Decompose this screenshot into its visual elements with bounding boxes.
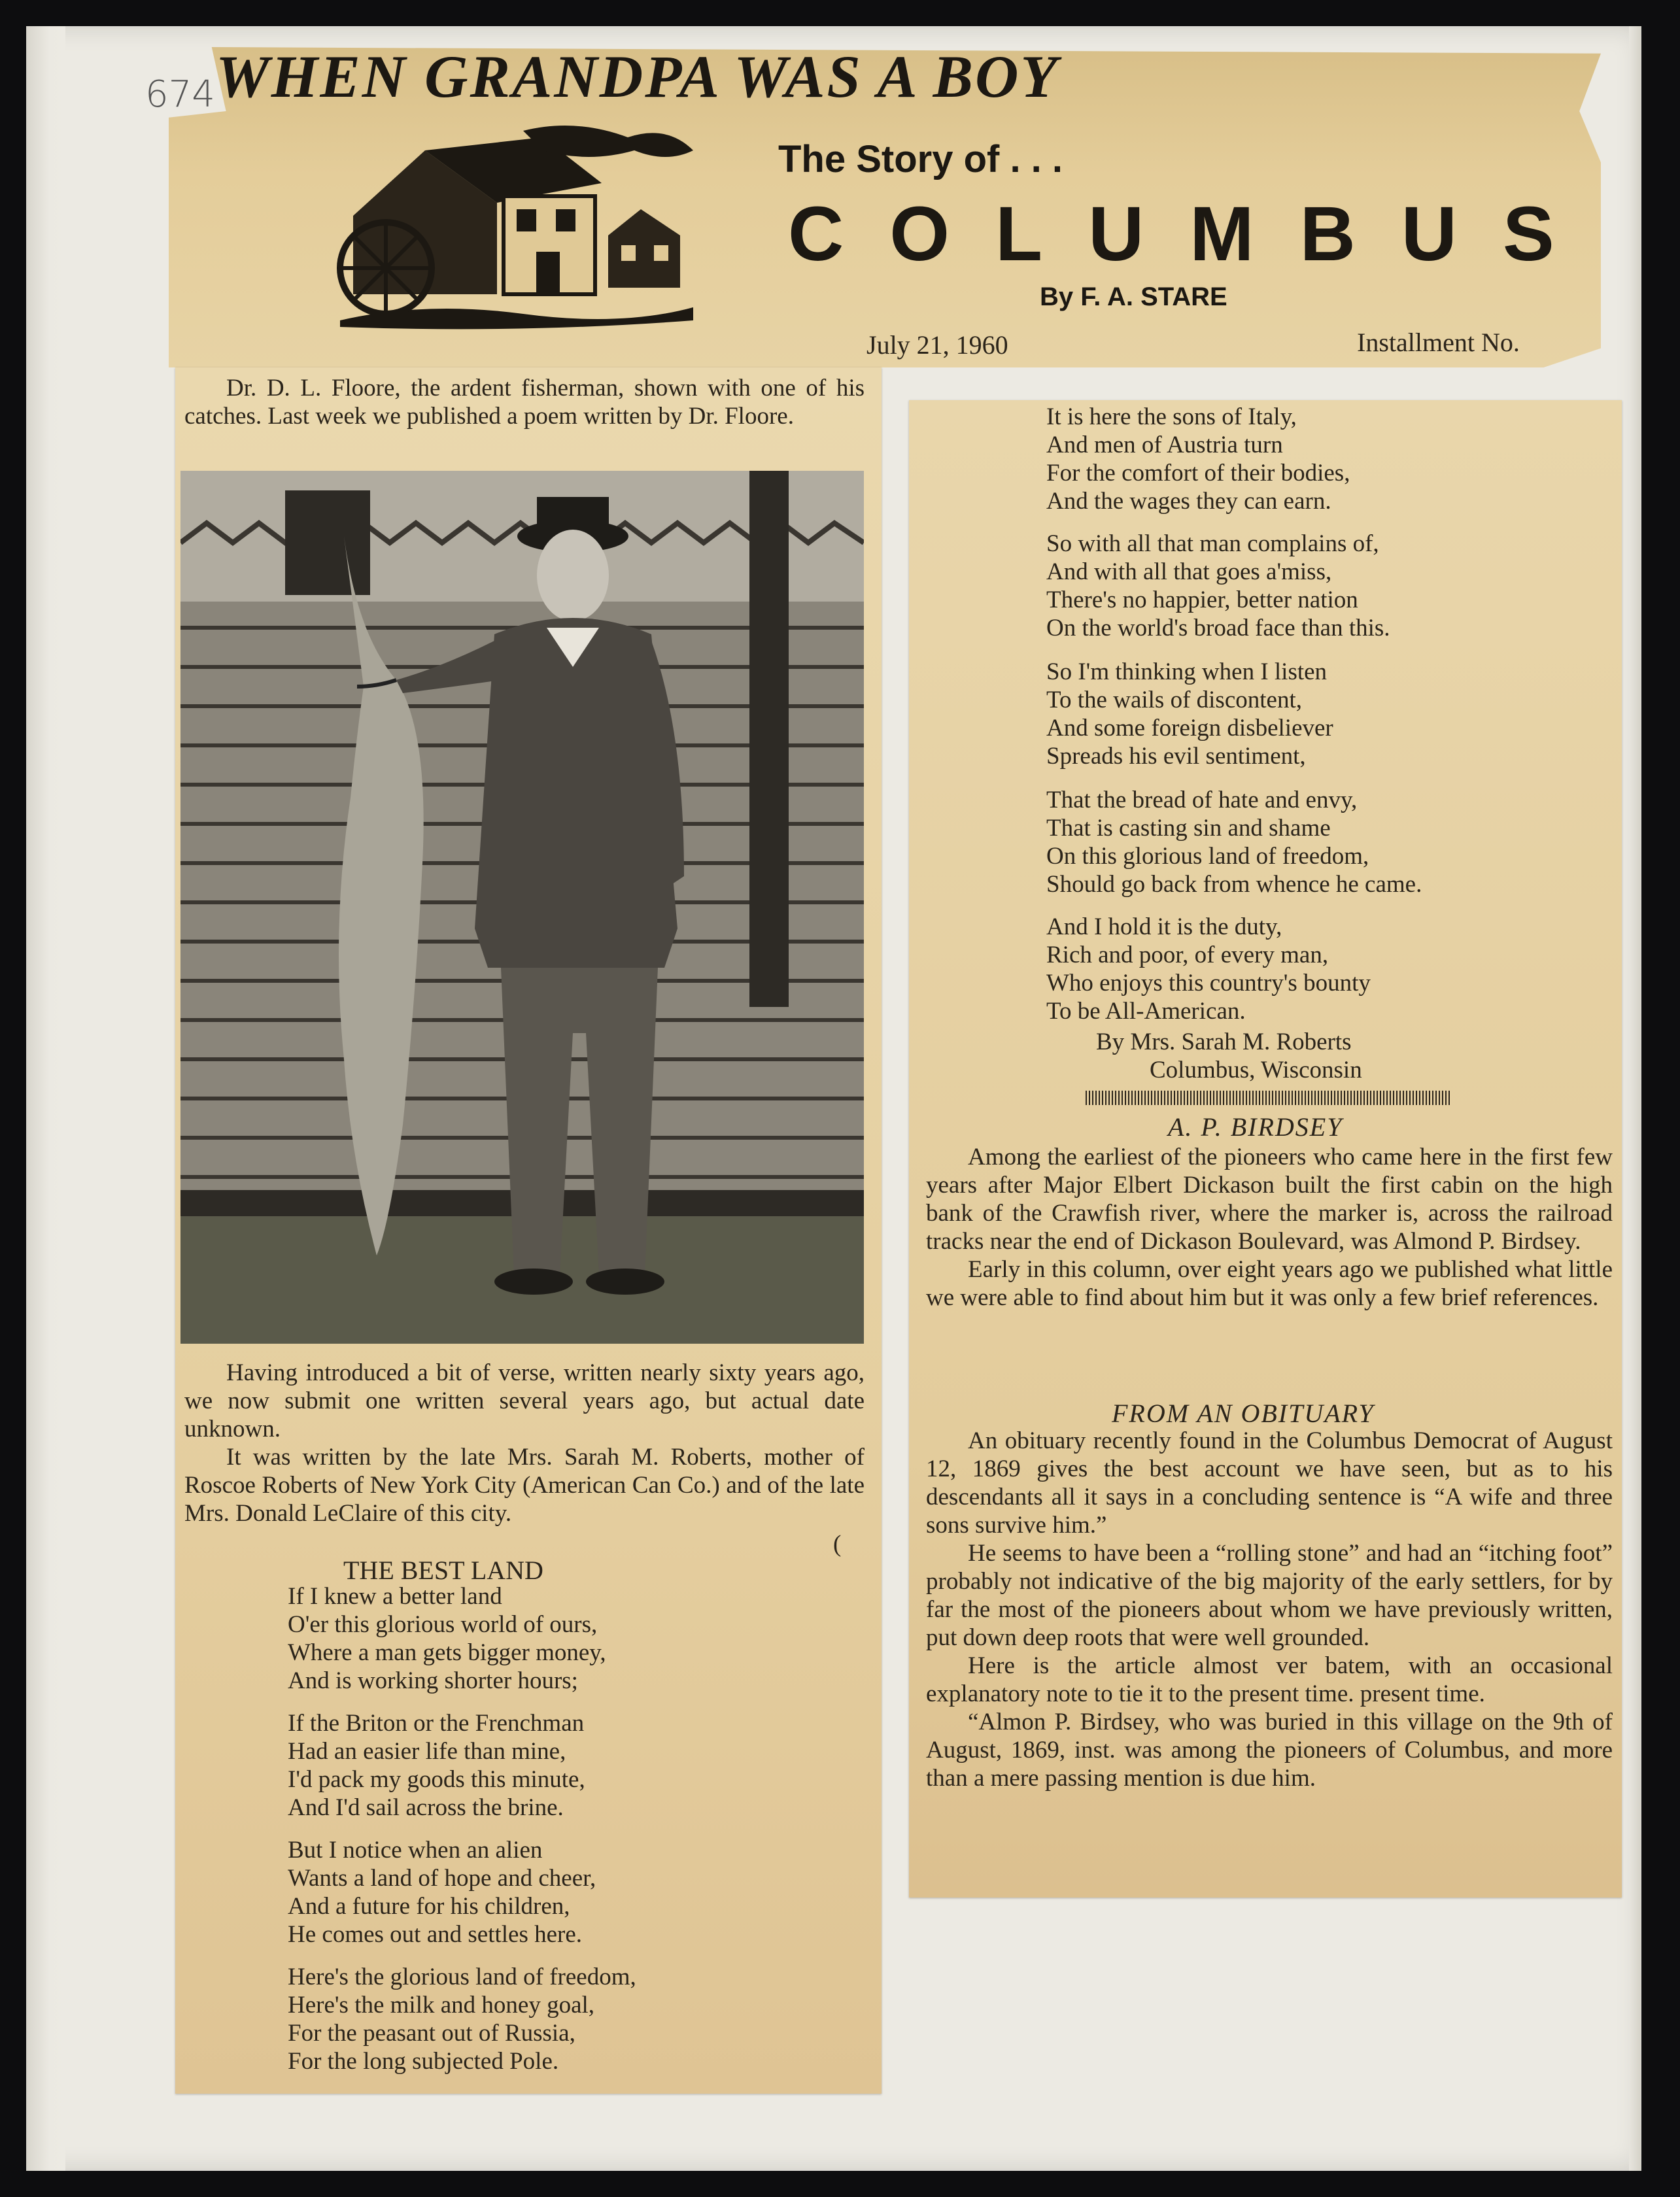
article-paragraph: He seems to have been a “rolling stone” and had an “itching foot” probably not indicative of the big majority of the early settlers, for by far the most of the pioneers about whom we have previously written, put down deep roots that were well grounded. xyxy=(926,1540,1613,1651)
poem-stanza: But I notice when an alien Wants a land of hope and cheer, And a future for his children, He comes out and settles here. xyxy=(288,1837,596,1948)
article-paragraph: Early in this column, over eight years ago we published what little we were able to find about him but it was only a few brief references. xyxy=(926,1256,1613,1311)
article-paragraph: An obituary recently found in the Columbus Democrat of August 12, 1869 gives the best account we have seen, but as to his descendants all it says in a concluding sentence is “A wife and three sons survive him.” xyxy=(926,1427,1613,1539)
city-title: COLUMBUS xyxy=(788,191,1600,277)
poem-title: THE BEST LAND xyxy=(343,1556,543,1585)
heading-obituary: FROM AN OBITUARY xyxy=(1112,1399,1375,1428)
series-title: WHEN GRANDPA WAS A BOY xyxy=(216,43,1059,110)
article-paragraph: Here is the article almost ver batem, with an occasional explanatory note to tie it to the present time. present time. xyxy=(926,1652,1613,1707)
poem-author-place: Columbus, Wisconsin xyxy=(1150,1057,1362,1083)
byline: By F. A. STARE xyxy=(1040,282,1227,311)
page-binding-edge xyxy=(26,26,65,2171)
photo-caption: Dr. D. L. Floore, the ardent fisherman, shown with one of his catches. Last week we published a poem written by Dr. Floore. xyxy=(184,375,865,430)
poem-author: By Mrs. Sarah M. Roberts xyxy=(1096,1029,1352,1055)
intro-text xyxy=(184,1359,865,1527)
poem-stanza: So I'm thinking when I listen To the wails of discontent, And some foreign disbeliever Spreads his evil sentiment, xyxy=(1046,658,1333,770)
mill-illustration-icon xyxy=(327,124,700,333)
intro-paragraph: It was written by the late Mrs. Sarah M. Roberts, mother of Roscoe Roberts of New York City (American Can Co.) and of the late Mrs. Donald LeClaire of this city. xyxy=(184,1444,865,1527)
poem-stanza: If I knew a better land O'er this glorious world of ours, Where a man gets bigger money, And is working shorter hours; xyxy=(288,1583,606,1694)
obituary-text xyxy=(926,1427,1613,1792)
publication-date: July 21, 1960 xyxy=(866,330,1008,360)
article-paragraph: “Almon P. Birdsey, who was buried in this village on the 9th of August, 1869, inst. was among the pioneers of Columbus, and more than a mere passing mention is due him. xyxy=(926,1709,1613,1792)
intro-paragraph: Having introduced a bit of verse, written nearly sixty years ago, we now submit one written several years ago, but actual date unknown. xyxy=(184,1359,865,1442)
poem-stanza: If the Briton or the Frenchman Had an easier life than mine, I'd pack my goods this minute, And I'd sail across the brine. xyxy=(288,1710,585,1821)
poem-stanza: It is here the sons of Italy, And men of Austria turn For the comfort of their bodies, And the wages they can earn. xyxy=(1046,403,1350,515)
poem-stanza: That the bread of hate and envy, That is casting sin and shame On this glorious land of freedom, Should go back from whence he came. xyxy=(1046,787,1422,898)
poem-stanza: And I hold it is the duty, Rich and poor, of every man, Who enjoys this country's bounty To be All-American. xyxy=(1046,913,1371,1025)
page-right-edge xyxy=(1629,26,1641,2171)
birdsey-text xyxy=(926,1143,1613,1312)
poem-stanza: Here's the glorious land of freedom, Here's the milk and honey goal, For the peasant out of Russia, For the long subjected Pole. xyxy=(288,1964,636,2075)
section-divider xyxy=(1086,1091,1452,1105)
story-of-label: The Story of . . . xyxy=(778,138,1063,180)
article-paragraph: Among the earliest of the pioneers who came here in the first few years after Major Elbert Dickason built the first cabin on the high bank of the Crawfish river, where the marker is, across the railroad tracks near the end of Dickason Boulevard, was Almond P. Birdsey. xyxy=(926,1144,1613,1255)
page-number: 674 xyxy=(145,73,215,116)
installment-label: Installment No. xyxy=(1357,328,1520,357)
fisherman-photo xyxy=(180,471,864,1344)
paren-mark: ( xyxy=(833,1531,842,1558)
poem-stanza: So with all that man complains of, And with all that goes a'miss, There's no happier, better nation On the world's broad face than this. xyxy=(1046,530,1390,641)
heading-birdsey: A. P. BIRDSEY xyxy=(1168,1112,1343,1142)
